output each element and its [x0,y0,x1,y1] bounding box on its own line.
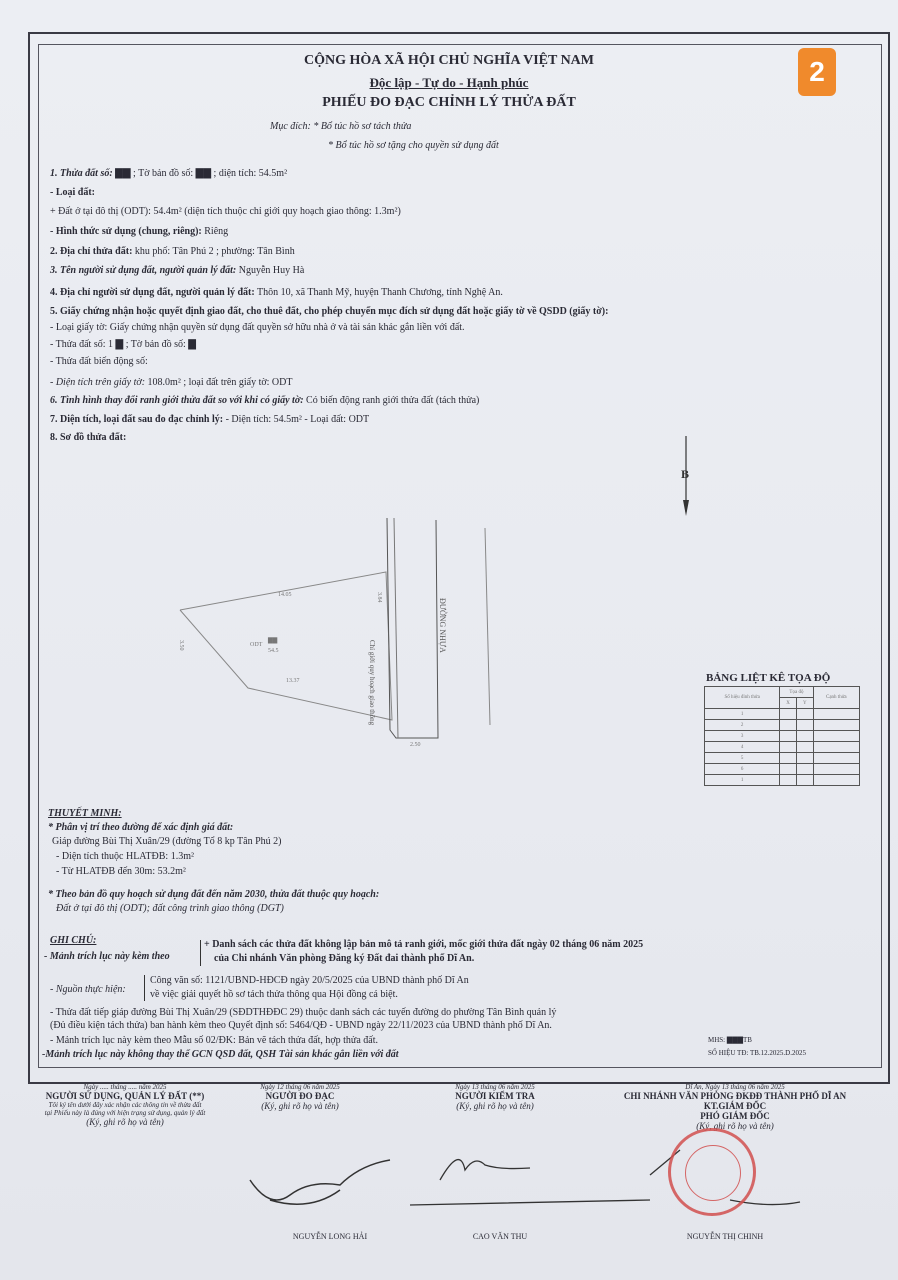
document-title: PHIẾU ĐO ĐẠC CHỈNH LÝ THỬA ĐẤT [322,95,576,110]
signature-title: NGƯỜI SỬ DỤNG, QUẢN LÝ ĐẤT (**) [45,1091,205,1101]
coord-cell: 5 [705,753,780,764]
signature-title: NGƯỜI ĐO ĐẠC [265,1091,335,1101]
coord-cell [813,764,859,775]
coord-cell [780,720,797,731]
coord-cell [780,709,797,720]
country-header: CỘNG HÒA XÃ HỘI CHỦ NGHĨA VIỆT NAM [303,53,594,68]
coord-row [705,753,860,764]
purpose-line-1 [270,121,411,132]
coord-cell: 1 [705,709,780,720]
field-value: Có biến động ranh giới thửa đất (tách thửa) [306,395,480,406]
field-label: + Đất ở tại đô thị (ODT): [50,206,151,217]
notes-line: - Thửa đất tiếp giáp đường Bùi Thị Xuân/29 (SĐDTHĐĐC 29) thuộc danh sách các tuyến đường do phường Tân Bình quản lý [50,1007,557,1018]
coord-cell [796,720,813,731]
coord-cell: 4 [705,742,780,753]
coord-header-edge: Cạnh thửa [813,687,859,709]
signature-date: Dĩ An, Ngày 13 tháng 06 năm 2025 [685,1083,785,1091]
purpose-1: * Bổ túc hồ sơ tách thửa [313,121,412,132]
explanation-line: Đất ở tại đô thị (ODT); đất công trình giao thông (DGT) [56,903,284,914]
notes-attached-2: của Chi nhánh Văn phòng Đăng ký Đất đai thành phố Dĩ An. [214,953,475,964]
field-line [50,265,304,276]
coord-row [705,709,860,720]
signature-date: Ngày ..... tháng ..... năm 2025 [83,1083,167,1091]
notes-line: (Đủ điều kiện tách thửa) ban hành kèm theo Quyết định số: 5464/QĐ - UBND ngày 22/11/2023 của UBND thành phố Dĩ An. [50,1020,552,1031]
checker-name: CAO VĂN THU [472,1232,528,1241]
signature-block-surveyor [240,1083,360,1111]
field-line [50,168,287,179]
signature-block-office [585,1083,885,1131]
field-line [50,306,608,317]
parcel-area-label: 54.5 [268,648,279,654]
road-label: ĐƯỜNG NHỰA [438,598,447,653]
field-label: - Diện tích trên giấy tờ: [50,377,146,388]
field-label: 2. Địa chỉ thửa đất: [50,246,133,257]
field-value: 108.0m² ; loại đất trên giấy tờ: ODT [147,377,293,388]
explanation-line: * Theo bản đồ quy hoạch sử dụng đất đến năm 2030, thửa đất thuộc quy hoạch: [48,889,380,900]
coord-cell [813,753,859,764]
signature-role: KT.GIÁM ĐỐC [703,1101,767,1111]
field-line [50,226,228,237]
coord-cell [796,764,813,775]
coord-header-xy: Tọa độ [780,687,813,698]
brace [144,975,145,1001]
field-value: Thôn 10, xã Thanh Mỹ, huyện Thanh Chương, tỉnh Nghệ An. [257,287,503,298]
field-label: 1. Thửa đất số: [50,168,113,179]
coord-row [705,775,860,786]
notes-attached-label: - Mảnh trích lục này kèm theo [44,951,170,962]
notes-source-1: Công văn số: 1121/UBND-HĐCĐ ngày 20/5/2025 của UBND thành phố Dĩ An [150,975,469,986]
field-value: ▇▇ ; Tờ bản đồ số: ▇▇ ; diện tích: 54.5m² [115,168,288,179]
signature-date: Ngày 13 tháng 06 năm 2025 [455,1083,535,1091]
signature-checker [410,1160,650,1205]
dimension-bottom: 13.37 [286,678,300,684]
coord-row [705,764,860,775]
field-value: Nguyễn Huy Hà [238,265,305,276]
signature-title: CHI NHÁNH VĂN PHÒNG ĐKĐĐ THÀNH PHỐ DĨ AN [623,1091,847,1101]
field-line [50,206,401,217]
purpose-line-2: * Bổ túc hồ sơ tặng cho quyền sử dụng đất [328,140,499,151]
field-label: 6. Tình hình thay đổi ranh giới thửa đất so với khi có giấy tờ: [50,395,304,406]
field-line [50,339,196,350]
signature-date: Ngày 12 tháng 06 năm 2025 [260,1083,340,1091]
director-name: NGUYỄN THỊ CHINH [686,1232,764,1241]
field-label: - Thửa đất số: [50,339,106,350]
coord-cell: 6 [705,764,780,775]
field-line [50,356,148,367]
planning-boundary-label: Chỉ giới quy hoạch giao thông [368,640,376,726]
field-line [50,187,95,198]
coord-cell [780,731,797,742]
dimension-left: 3.50 [178,640,184,651]
parcel-number: ▇▇ [268,638,278,644]
field-label: - Hình thức sử dụng (chung, riêng): [50,226,202,237]
field-label: 5. Giấy chứng nhận hoặc quyết định giao đất, cho thuê đất, cho phép chuyển mục đích sử dụng đất hoặc giấy tờ về QSDD (giấy tờ): [50,306,609,317]
explanation-line: * Phân vị trí theo đường để xác định giá đất: [48,822,234,833]
coord-cell [813,720,859,731]
official-red-stamp [668,1128,756,1216]
signature-surveyor [250,1160,390,1204]
notes-line: -Mảnh trích lục này không thay thế GCN QSD đất, QSH Tài sản khác gắn liền với đất [42,1049,399,1060]
coord-cell [796,731,813,742]
signature-instruction: (Ký, ghi rõ họ và tên) [86,1117,164,1127]
field-label: - Loại đất: [50,187,95,198]
field-value: 54.4m² (diện tích thuộc chỉ giới quy hoạch giao thông: 1.3m²) [153,206,401,217]
field-line [50,287,503,298]
field-label: - Thửa đất biến động số: [50,356,148,367]
purpose-label: Mục đích: [270,121,311,132]
explanation-line: - Từ HLATĐB đến 30m: 53.2m² [56,866,186,877]
field-label: 8. Sơ đồ thửa đất: [50,432,127,443]
field-line [50,377,292,388]
notes-source-label: - Nguồn thực hiện: [50,984,126,995]
coord-row [705,731,860,742]
field-line [50,246,295,257]
coord-cell [796,753,813,764]
signature-title: NGƯỜI KIỂM TRA [455,1091,535,1101]
coord-header-y: Y [796,698,813,709]
coord-row [705,742,860,753]
field-line [50,322,465,333]
coord-cell [780,764,797,775]
field-label: 4. Địa chỉ người sử dụng đất, người quản lý đất: [50,287,255,298]
image-number-badge: 2 [798,48,836,96]
signature-role: PHÓ GIÁM ĐỐC [700,1111,770,1121]
field-value: Riêng [204,226,229,237]
dimension-road: 2.50 [410,742,421,748]
dimension-right: 3.84 [376,592,382,603]
coord-cell [796,742,813,753]
field-label: - Loại giấy tờ: [50,322,108,333]
coord-cell: 1 [705,775,780,786]
field-label: 7. Diện tích, loại đất sau đo đạc chỉnh lý: [50,414,224,425]
coord-cell [813,709,859,720]
road-edge-line [485,528,490,725]
field-value: Giấy chứng nhận quyền sử dụng đất quyền sở hữu nhà ở và tài sản khác gắn liền với đất. [109,322,465,333]
dimension-top: 14.05 [278,592,292,598]
notes-line: - Mảnh trích lục này kèm theo Mẫu số 02/ĐK: Bản vẽ tách thửa đất, hợp thửa đất. [50,1035,378,1046]
coord-table-title: BẢNG LIỆT KÊ TỌA ĐỘ [706,672,831,684]
field-label: 3. Tên người sử dụng đất, người quản lý đất: [50,265,237,276]
signature-note: tại Phiếu này là đúng với hiện trạng sử dụng, quản lý đất [44,1109,206,1117]
notes-source-2: về việc giải quyết hồ sơ tách thửa thông qua Hội đồng cá biệt. [150,989,398,1000]
coordinate-table [704,686,860,786]
signature-instruction: (Ký, ghi rõ họ và tên) [261,1101,339,1111]
explanation-line: Giáp đường Bùi Thị Xuân/29 (đường Tổ 8 kp Tân Phú 2) [52,836,282,847]
coord-header-x: X [780,698,797,709]
signature-instruction: (Ký, ghi rõ họ và tên) [696,1121,774,1131]
coord-row [705,720,860,731]
motto: Độc lập - Tự do - Hạnh phúc [369,75,529,90]
coord-cell [780,775,797,786]
notes-attached-1: + Danh sách các thửa đất không lập bản mô tả ranh giới, mốc giới thửa đất ngày 02 tháng 06 năm 2025 [204,939,644,950]
signature-note: Tôi ký tên dưới đây xác nhận các thông tin về thửa đất [48,1101,202,1109]
coord-cell [796,775,813,786]
parcel-type-label: ODT [250,642,263,648]
north-label: B [681,467,690,481]
coord-cell [796,709,813,720]
signature-block-owner [20,1083,230,1127]
coord-cell [780,753,797,764]
coord-cell: 3 [705,731,780,742]
surveyor-name: NGUYỄN LONG HẢI [292,1232,368,1241]
field-value: 1 ▇ ; Tờ bản đồ số: ▇ [108,339,196,350]
explanation-heading: THUYẾT MINH: [48,808,122,819]
coord-cell [813,731,859,742]
signature-block-checker [420,1083,570,1111]
notes-heading: GHI CHÚ: [50,935,97,946]
explanation-line: - Diện tích thuộc HLATĐB: 1.3m² [56,851,194,862]
planning-line [394,518,398,738]
field-value: khu phố: Tân Phú 2 ; phường: Tân Bình [134,246,295,257]
brace [200,940,201,966]
coord-cell [780,742,797,753]
field-value: - Diện tích: 54.5m² - Loại đất: ODT [225,414,370,425]
reference-code-2: SỐ HIỆU TĐ: TB.12.2025.D.2025 [708,1049,806,1057]
reference-code-1: MHS: ▇▇▇TB [708,1036,752,1044]
signature-instruction: (Ký, ghi rõ họ và tên) [456,1101,534,1111]
coord-cell [813,775,859,786]
coord-cell: 2 [705,720,780,731]
coord-header-vertex: Số hiệu đỉnh thửa [705,687,780,709]
coord-cell [813,742,859,753]
field-line [50,395,479,406]
